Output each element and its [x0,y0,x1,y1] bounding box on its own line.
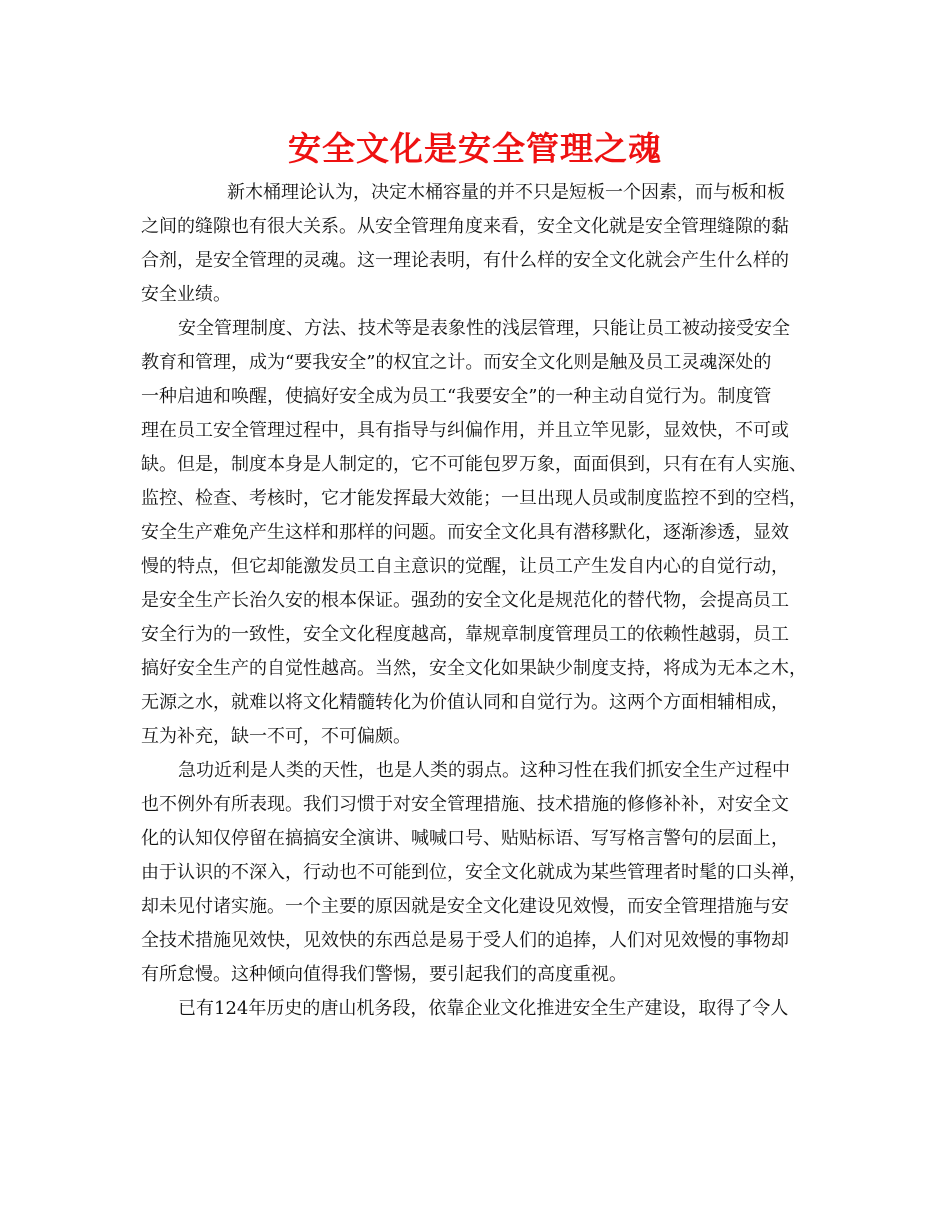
text-line: 互为补充，缺一不可，不可偏颇。 [141,726,411,747]
document-body [141,176,817,1026]
text-line: 理在员工安全管理过程中，具有指导与纠偏作用，并且立竿见影，显效快，不可或 [141,420,789,441]
text-line: 新木桶理论认为，决定木桶容量的并不只是短板一个因素，而与板和板 [227,182,785,203]
text-line: 也不例外有所表现。我们习惯于对安全管理措施、技术措施的修修补补，对安全文 [141,794,789,815]
text-line: 已有124年历史的唐山机务段，依靠企业文化推进安全生产建设，取得了令人 [178,998,789,1019]
text-line: 安全生产难免产生这样和那样的问题。而安全文化具有潜移默化，逐渐渗透，显效 [141,522,789,543]
paragraph-2 [141,312,817,754]
text-line: 却未见付诸实施。一个主要的原因就是安全文化建设见效慢，而安全管理措施与安 [141,896,789,917]
paragraph-1 [141,176,817,312]
text-line: 慢的特点，但它却能激发员工自主意识的觉醒，让员工产生发自内心的自觉行动， [141,556,789,577]
paragraph-3 [141,754,817,992]
text-line: 由于认识的不深入，行动也不可能到位，安全文化就成为某些管理者时髦的口头禅， [141,862,807,883]
text-line: 教育和管理，成为“要我安全”的权宜之计。而安全文化则是触及员工灵魂深处的 [141,352,772,373]
text-line: 是安全生产长治久安的根本保证。强劲的安全文化是规范化的替代物，会提高员工 [141,590,789,611]
text-line: 无源之水，就难以将文化精髓转化为价值认同和自觉行为。这两个方面相辅相成， [141,692,789,713]
text-line: 合剂，是安全管理的灵魂。这一理论表明，有什么样的安全文化就会产生什么样的 [141,250,789,271]
text-line: 安全行为的一致性，安全文化程度越高，靠规章制度管理员工的依赖性越弱，员工 [141,624,789,645]
text-line: 搞好安全生产的自觉性越高。当然，安全文化如果缺少制度支持，将成为无本之木， [141,658,807,679]
text-line: 安全业绩。 [141,284,231,305]
text-line: 化的认知仅停留在搞搞安全演讲、喊喊口号、贴贴标语、写写格言警句的层面上， [141,828,789,849]
text-line: 安全管理制度、方法、技术等是表象性的浅层管理，只能让员工被动接受安全 [178,318,790,339]
text-line: 缺。但是，制度本身是人制定的，它不可能包罗万象，面面俱到，只有在有人实施、 [141,454,807,475]
text-line: 一种启迪和唤醒，使搞好安全成为员工“我要安全”的一种主动自觉行为。制度管 [141,386,772,407]
text-line: 之间的缝隙也有很大关系。从安全管理角度来看，安全文化就是安全管理缝隙的黏 [141,216,789,237]
text-line: 急功近利是人类的天性，也是人类的弱点。这种习性在我们抓安全生产过程中 [178,760,790,781]
text-line: 全技术措施见效快，见效快的东西总是易于受人们的追捧，人们对见效慢的事物却 [141,930,789,951]
text-line: 监控、检查、考核时，它才能发挥最大效能；一旦出现人员或制度监控不到的空档， [141,488,807,509]
paragraph-4 [141,992,817,1026]
document-title: 安全文化是安全管理之魂 [288,129,662,168]
text-line: 有所怠慢。这种倾向值得我们警惕，要引起我们的高度重视。 [141,964,627,985]
